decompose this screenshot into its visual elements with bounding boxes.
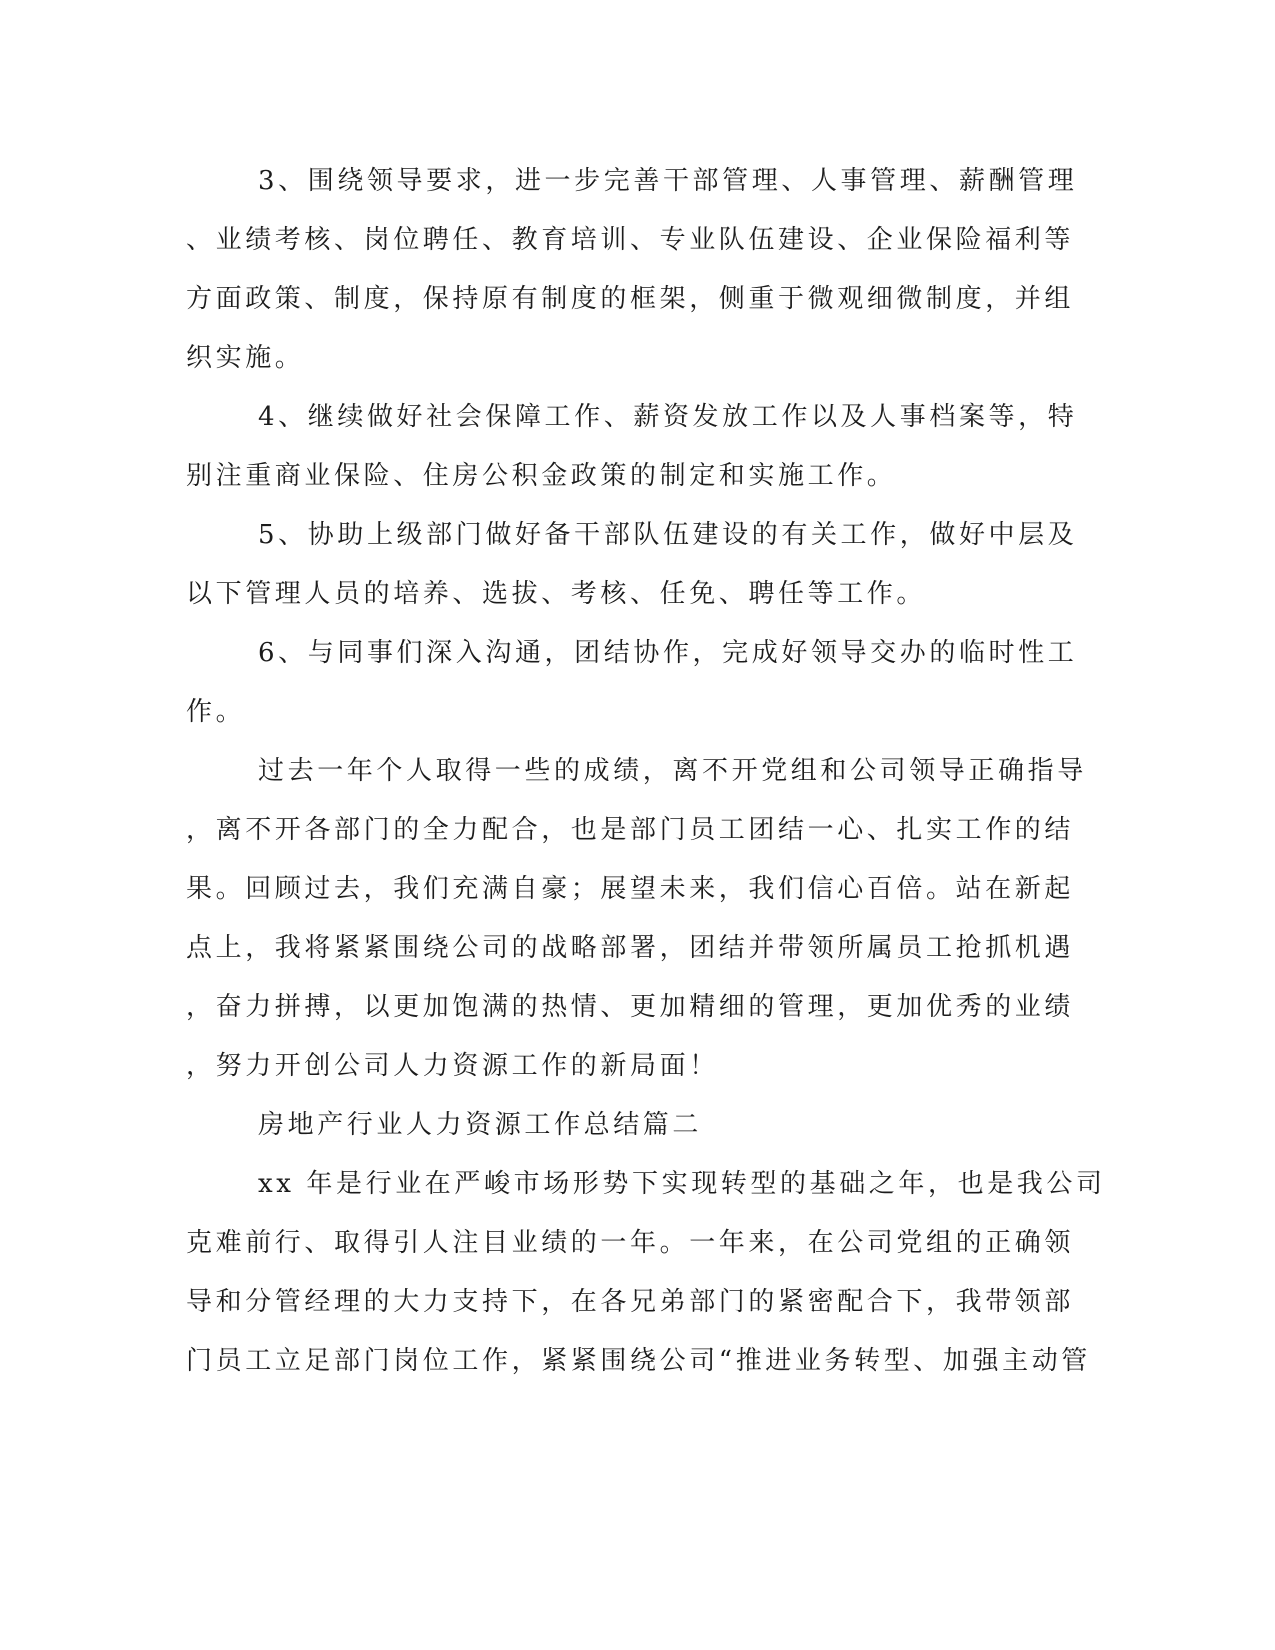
text-line: 克难前行、取得引人注目业绩的一年。一年来，在公司党组的正确领 [186, 1228, 1075, 1258]
text-line: 方面政策、制度，保持原有制度的框架，侧重于微观细微制度，并组 [186, 284, 1075, 314]
text-line: 以下管理人员的培养、选拔、考核、任免、聘任等工作。 [186, 579, 927, 609]
text-line: xx 年是行业在严峻市场形势下实现转型的基础之年，也是我公司 [258, 1169, 1106, 1199]
text-line: 作。 [186, 697, 246, 727]
text-line: ，奋力拼搏，以更加饱满的热情、更加精细的管理，更加优秀的业绩 [186, 992, 1075, 1022]
text-line: 果。回顾过去，我们充满自豪；展望未来，我们信心百倍。站在新起 [186, 874, 1075, 904]
text-line: 导和分管经理的大力支持下，在各兄弟部门的紧密配合下，我带领部 [186, 1287, 1075, 1317]
text-line: ，努力开创公司人力资源工作的新局面！ [186, 1051, 719, 1081]
text-line: 门员工立足部门岗位工作，紧紧围绕公司“推进业务转型、加强主动管 [186, 1346, 1091, 1376]
text-line: ，离不开各部门的全力配合，也是部门员工团结一心、扎实工作的结 [186, 815, 1075, 845]
text-line: 5、协助上级部门做好备干部队伍建设的有关工作，做好中层及 [258, 520, 1078, 550]
section-heading: 房地产行业人力资源工作总结篇二 [258, 1110, 703, 1140]
text-line: 、业绩考核、岗位聘任、教育培训、专业队伍建设、企业保险福利等 [186, 225, 1075, 255]
text-line: 点上，我将紧紧围绕公司的战略部署，团结并带领所属员工抢抓机遇 [186, 933, 1075, 963]
text-line: 4、继续做好社会保障工作、薪资发放工作以及人事档案等，特 [258, 402, 1078, 432]
text-line: 过去一年个人取得一些的成绩，离不开党组和公司领导正确指导 [258, 756, 1087, 786]
text-line: 6、与同事们深入沟通，团结协作，完成好领导交办的临时性工 [258, 638, 1078, 668]
text-line: 3、围绕领导要求，进一步完善干部管理、人事管理、薪酬管理 [258, 166, 1078, 196]
text-line: 织实施。 [186, 343, 305, 373]
text-line: 别注重商业保险、住房公积金政策的制定和实施工作。 [186, 461, 897, 491]
